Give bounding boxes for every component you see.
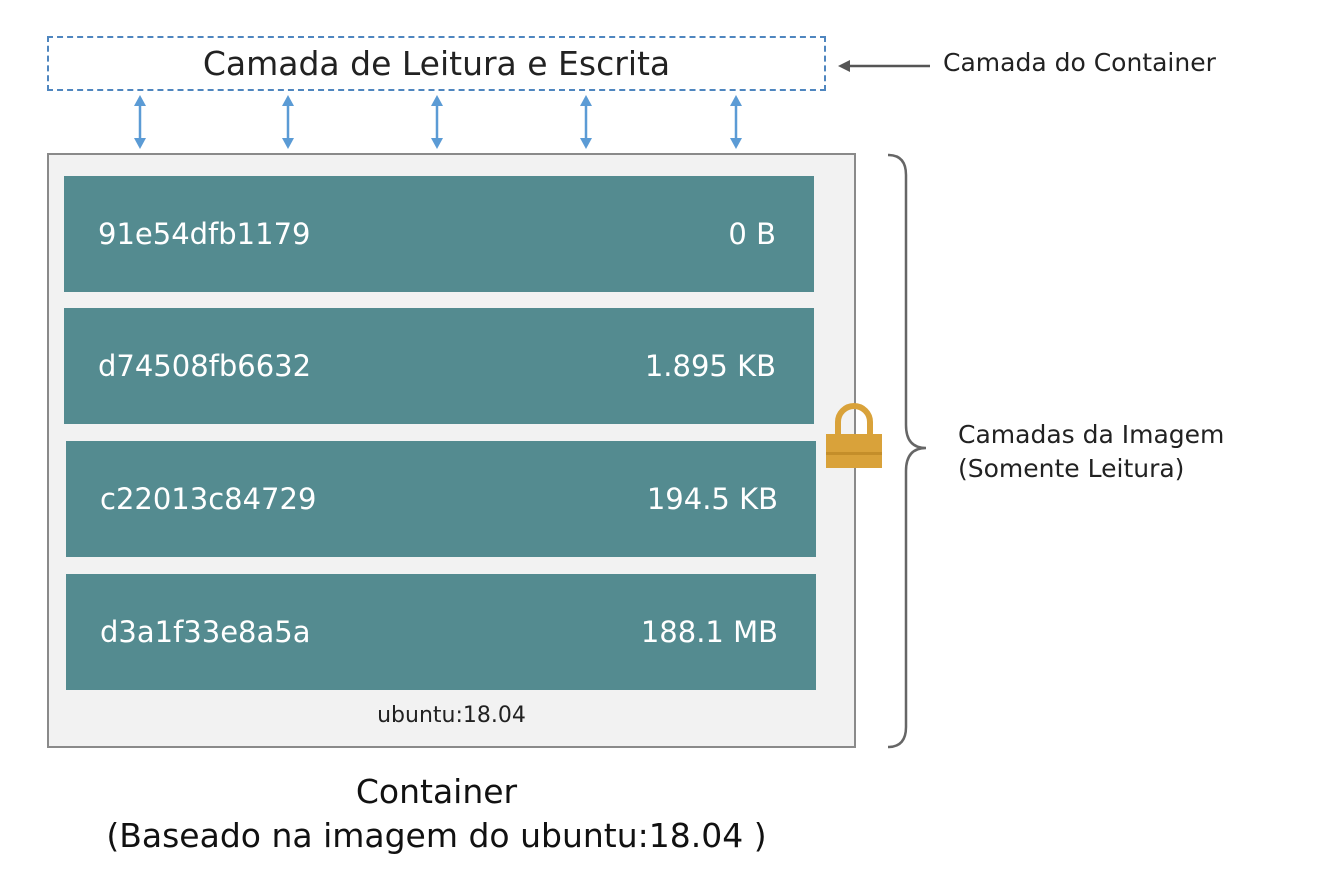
read-write-layer <box>47 36 826 91</box>
double-arrow-icon <box>580 95 592 149</box>
layer-id: d3a1f33e8a5a <box>100 615 311 649</box>
image-layer <box>64 308 814 424</box>
double-arrow-icon <box>282 95 294 149</box>
curly-brace-icon <box>888 155 926 747</box>
double-arrow-icon <box>431 95 443 149</box>
container-layer-annotation: Camada do Container <box>943 48 1216 77</box>
image-layer <box>64 176 814 292</box>
layer-id: 91e54dfb1179 <box>98 217 311 251</box>
layer-id: c22013c84729 <box>100 482 317 516</box>
caption-line2: (Baseado na imagem do ubuntu:18.04 ) <box>106 816 767 855</box>
layer-size: 188.1 MB <box>640 615 778 649</box>
image-annotation-line2: (Somente Leitura) <box>958 454 1185 483</box>
container-box <box>47 153 856 748</box>
read-write-layer-title: Camada de Leitura e Escrita <box>202 44 671 83</box>
diagram-caption <box>47 770 826 858</box>
layer-size: 0 B <box>728 217 776 251</box>
image-annotation-line1: Camadas da Imagem <box>958 420 1225 449</box>
double-arrow-icon <box>134 95 146 149</box>
layer-size: 194.5 KB <box>646 482 778 516</box>
layer-id: d74508fb6632 <box>98 349 312 383</box>
image-layer <box>66 441 816 557</box>
base-image-label: ubuntu:18.04 <box>377 703 526 728</box>
image-layer <box>66 574 816 690</box>
double-arrow-icon <box>730 95 742 149</box>
layer-size: 1.895 KB <box>644 349 776 383</box>
left-arrow-icon <box>838 60 930 72</box>
caption-line1: Container <box>355 772 518 811</box>
image-layers-annotation <box>958 418 1224 486</box>
